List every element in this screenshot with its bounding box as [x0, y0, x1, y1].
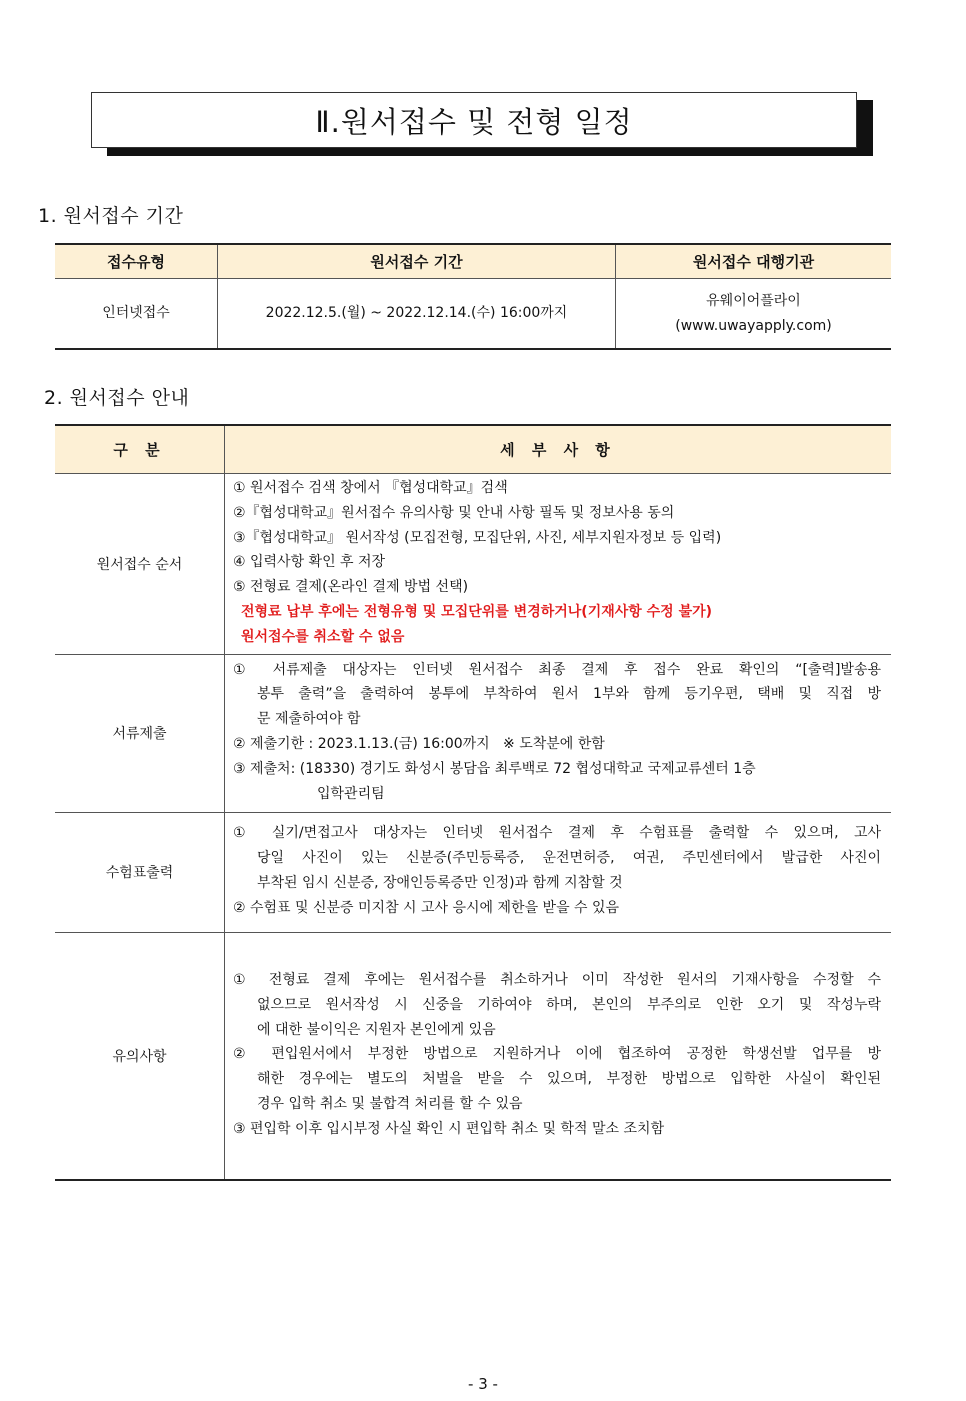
table-row-ticket: [55, 812, 891, 932]
detail-line: ① 서류제출 대상자는 인터넷 원서접수 최종 결제 후 접수 완료 확인의 “[출력]발송용: [233, 661, 881, 678]
cell-type: 인터넷접수: [55, 279, 218, 350]
header-agency: 원서접수 대행기관: [616, 244, 892, 279]
details-cell: [225, 654, 892, 812]
table-row-order: [55, 474, 891, 655]
detail-line: 문 제출하여야 함: [257, 711, 361, 728]
warning-text: 전형료 납부 후에는 전형유형 및 모집단위를 변경하거나(기재사항 수정 불가): [241, 603, 713, 620]
agency-name: 유웨이어플라이: [706, 292, 801, 309]
section-heading-guide: 2. 원서접수 안내: [44, 387, 190, 409]
category-label: 원서접수 순서: [55, 474, 225, 655]
detail-line: ② 편입원서에서 부정한 방법으로 지원하거나 이에 협조하여 공정한 학생선발 업무를 방: [233, 1046, 881, 1063]
header-category: 구 분: [55, 425, 225, 474]
detail-line: 에 대한 불이익은 지원자 본인에게 있음: [257, 1021, 496, 1038]
application-guide-table: [55, 424, 891, 1181]
details-cell: [225, 812, 892, 932]
step-item: ④ 입력사항 확인 후 저장: [233, 554, 386, 571]
category-label: 수험표출력: [55, 812, 225, 932]
header-period: 원서접수 기간: [218, 244, 616, 279]
detail-line: ① 실기/면접고사 대상자는 인터넷 원서접수 결제 후 수험표를 출력할 수 있으며, 고사: [233, 825, 881, 842]
detail-line: 입학관리팀: [317, 785, 385, 802]
cell-agency: [616, 279, 892, 350]
detail-line: ① 전형료 결제 후에는 원서접수를 취소하거나 이미 작성한 원서의 기재사항을 수정할 수: [233, 972, 881, 989]
detail-line: 부착된 임시 신분증, 장애인등록증만 인정)과 함께 지참할 것: [257, 875, 623, 892]
table-row-notes: [55, 932, 891, 1180]
step-item: ③『협성대학교』 원서작성 (모집전형, 모집단위, 사진, 세부지원자정보 등 입력): [233, 529, 722, 546]
warning-text: 원서접수를 취소할 수 없음: [241, 628, 405, 645]
header-type: 접수유형: [55, 244, 218, 279]
step-item: ① 원서접수 검색 창에서 『협성대학교』검색: [233, 480, 508, 496]
table-row: [55, 279, 891, 350]
detail-line: ② 제출기한 : 2023.1.13.(금) 16:00까지 ※ 도착분에 한함: [233, 736, 605, 753]
details-cell: [225, 932, 892, 1180]
step-item: ②『협성대학교』원서접수 유의사항 및 안내 사항 필독 및 정보사용 동의: [233, 504, 675, 521]
table-header-row: [55, 425, 891, 474]
page-title: Ⅱ.원서접수 및 전형 일정: [91, 92, 857, 148]
title-banner: [91, 92, 873, 156]
category-label: 유의사항: [55, 932, 225, 1180]
detail-line: 당일 사진이 있는 신분증(주민등록증, 운전면허증, 여권, 주민센터에서 발급한 사진이: [257, 850, 881, 867]
detail-line: ② 수험표 및 신분증 미지참 시 고사 응시에 제한을 받을 수 있음: [233, 899, 620, 916]
category-label: 서류제출: [55, 654, 225, 812]
header-details: 세 부 사 항: [225, 425, 892, 474]
detail-line: ③ 편입학 이후 입시부정 사실 확인 시 편입학 취소 및 학적 말소 조치함: [233, 1120, 665, 1137]
section-heading-period: 1. 원서접수 기간: [38, 205, 184, 227]
agency-url: (www.uwayapply.com): [675, 317, 832, 334]
detail-line: 해한 경우에는 별도의 처벌을 받을 수 있으며, 부정한 방법으로 입학한 사실이 확인된: [257, 1071, 881, 1088]
table-header-row: [55, 244, 891, 279]
application-period-table: [55, 243, 891, 350]
step-item: ⑤ 전형료 결제(온라인 결제 방법 선택): [233, 579, 469, 596]
cell-period: 2022.12.5.(월) ~ 2022.12.14.(수) 16:00까지: [218, 279, 616, 350]
detail-line: 봉투 출력”을 출력하여 봉투에 부착하여 원서 1부와 함께 등기우편, 택배 및 직접 방: [257, 686, 881, 703]
detail-line: 없으므로 원서작성 시 신중을 기하여야 하며, 본인의 부주의로 인한 오기 및 작성누락: [257, 996, 881, 1013]
page-number: - 3 -: [468, 1375, 498, 1393]
detail-line: ③ 제출처: (18330) 경기도 화성시 봉담읍 최루백로 72 협성대학교 국제교류센터 1층: [233, 760, 756, 777]
table-row-documents: [55, 654, 891, 812]
detail-line: 경우 입학 취소 및 불합격 처리를 할 수 있음: [257, 1096, 523, 1113]
details-cell: [225, 474, 892, 655]
